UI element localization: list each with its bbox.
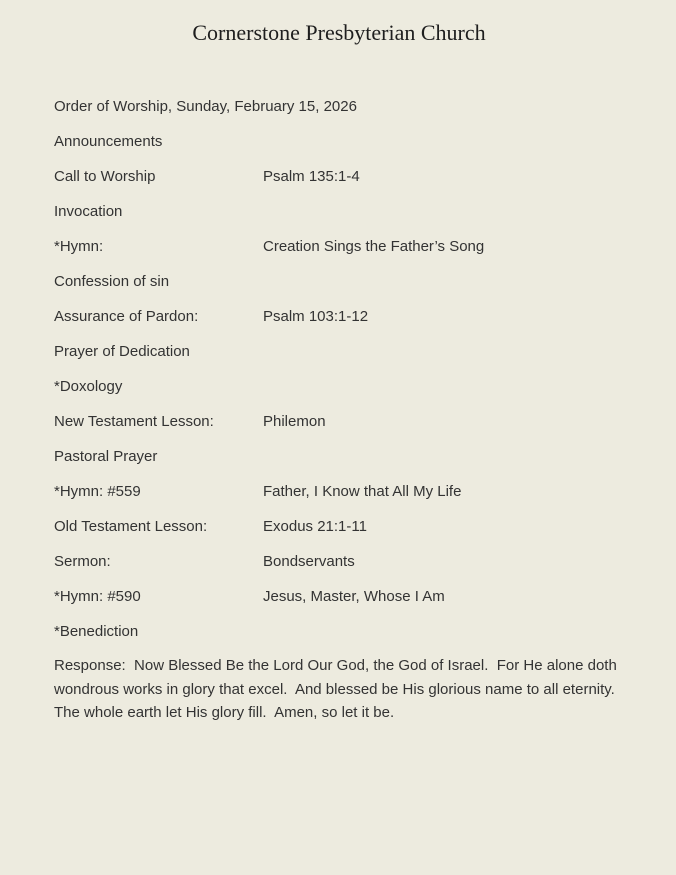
order-of-worship-list — [54, 89, 624, 649]
worship-item-label: Pastoral Prayer — [54, 448, 158, 465]
worship-item-row — [54, 124, 624, 159]
worship-item-row — [54, 264, 624, 299]
worship-item-label: Prayer of Dedication — [54, 343, 190, 360]
worship-item-row — [54, 194, 624, 229]
worship-item-row — [54, 544, 624, 579]
worship-item-detail: Father, I Know that All My Life — [263, 483, 462, 500]
worship-item-row — [54, 369, 624, 404]
worship-item-label: *Benediction — [54, 623, 139, 640]
worship-item-row — [54, 439, 624, 474]
worship-item-label: *Hymn: #559 — [54, 483, 141, 500]
worship-item-row — [54, 299, 624, 334]
worship-item-label: Invocation — [54, 203, 123, 220]
worship-item-label: Old Testament Lesson: — [54, 518, 208, 535]
worship-item-label: *Hymn: — [54, 238, 104, 255]
worship-item-detail: Bondservants — [263, 553, 355, 570]
worship-item-label: Confession of sin — [54, 273, 170, 290]
document-title: Cornerstone Presbyterian Church — [192, 20, 486, 45]
worship-item-row — [54, 474, 624, 509]
worship-item-label: Sermon: — [54, 553, 111, 570]
order-of-worship-heading: Order of Worship, Sunday, February 15, 2026 — [54, 98, 357, 115]
worship-item-row — [54, 509, 624, 544]
worship-item-detail: Jesus, Master, Whose I Am — [263, 588, 445, 605]
worship-item-label: Announcements — [54, 133, 163, 150]
worship-item-row — [54, 334, 624, 369]
worship-item-row — [54, 614, 624, 649]
response-paragraph: Response: Now Blessed Be the Lord Our God, the God of Israel. For He alone doth wondrous works in glory that excel. And blessed be His glorious name to all eternity. The whole earth let His glory fill. Amen, so let it be. — [54, 657, 623, 721]
worship-item-detail: Psalm 135:1-4 — [263, 168, 360, 185]
worship-item-row — [54, 229, 624, 264]
worship-item-label: New Testament Lesson: — [54, 413, 214, 430]
worship-item-label: Call to Worship — [54, 168, 156, 185]
worship-item-detail: Creation Sings the Father’s Song — [263, 238, 485, 255]
worship-item-label: *Doxology — [54, 378, 123, 395]
worship-item-detail: Psalm 103:1-12 — [263, 308, 369, 325]
worship-item-label: Assurance of Pardon: — [54, 308, 199, 325]
worship-item-detail: Exodus 21:1-11 — [263, 518, 367, 535]
worship-item-row — [54, 159, 624, 194]
worship-item-row — [54, 404, 624, 439]
worship-item-detail: Philemon — [263, 413, 326, 430]
worship-item-label: *Hymn: #590 — [54, 588, 141, 605]
worship-item-row — [54, 579, 624, 614]
